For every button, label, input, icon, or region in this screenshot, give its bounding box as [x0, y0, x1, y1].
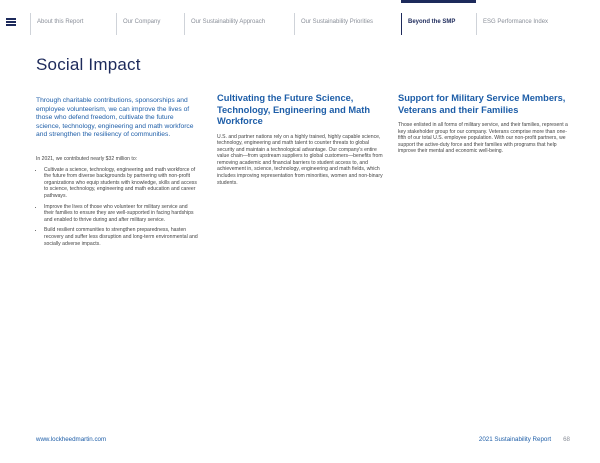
military-section [398, 93, 568, 159]
stem-section [217, 93, 385, 190]
list-item: • Build resilient communities to strengthen preparedness, hasten recovery and suffer less disruption and long-term environmental and socially adverse impacts. [44, 227, 198, 247]
tab-our-sustainability-approach[interactable]: Our Sustainability Approach [184, 13, 294, 35]
intro-lead-text: Through charitable contributions, sponsorships and employee volunteerism, we can improve the lives of those who defend freedom, cultivate the future science, technology, engineering and math workforce and strengthen the resiliency of communities. [36, 97, 194, 139]
contribution-text: In 2021, we contributed nearly $32 million to: [36, 156, 138, 162]
top-navigation [0, 0, 600, 44]
stem-heading: Cultivating the Future Science, Technology, Engineering and Math Workforce [217, 93, 371, 126]
tab-esg-performance-index[interactable]: ESG Performance Index [476, 13, 586, 35]
list-item: • Improve the lives of those who volunteer for military service and their families to ensure they are well-supported in facing hardships and enabled to thrive during and after military service. [44, 204, 198, 224]
footer-report-info [479, 436, 570, 443]
stem-body: U.S. and partner nations rely on a highly trained, highly capable science, technology, engineering and math talent to counter threats to global security and maintain a technological advantage. Our company's entire value chain—from upstream suppliers to global customers—benefits from removing academic and financial barriers to student access to, and achievement in, science, technology, engineering and math fields, which includes improving representation from minorities, women and non-binary students. [217, 133, 383, 186]
military-heading: Support for Military Service Members, Veterans and their Families [398, 93, 566, 115]
contribution-list [36, 167, 198, 248]
tab-beyond-the-smp[interactable]: Beyond the SMP [401, 13, 476, 35]
intro-column [36, 156, 198, 251]
tab-our-sustainability-priorities[interactable]: Our Sustainability Priorities [294, 13, 401, 35]
tab-about-this-report[interactable]: About this Report [30, 13, 116, 35]
page-title: Social Impact [36, 55, 141, 74]
page-number: 68 [563, 436, 570, 443]
menu-icon[interactable] [6, 18, 16, 26]
footer-report-title: 2021 Sustainability Report [478, 436, 552, 443]
military-body: Those enlisted in all forms of military service, and their families, represent a key stakeholder group for our company. Veterans comprise more than one-fifth of our total U.S. employee population. With our non-profit partners, we support the active-duty force and their families with programs that help improve their mental and economic well-being. [398, 122, 568, 155]
list-item: • Cultivate a science, technology, engineering and math workforce of the future from diverse backgrounds by partnering with non-profit organizations who equip students with knowledge, skills and access to science, technology, engineering and math education and career pathways. [44, 167, 198, 200]
section-tabs [30, 13, 594, 35]
footer-website-link[interactable]: www.lockheedmartin.com [36, 436, 107, 443]
tab-our-company[interactable]: Our Company [116, 13, 184, 35]
